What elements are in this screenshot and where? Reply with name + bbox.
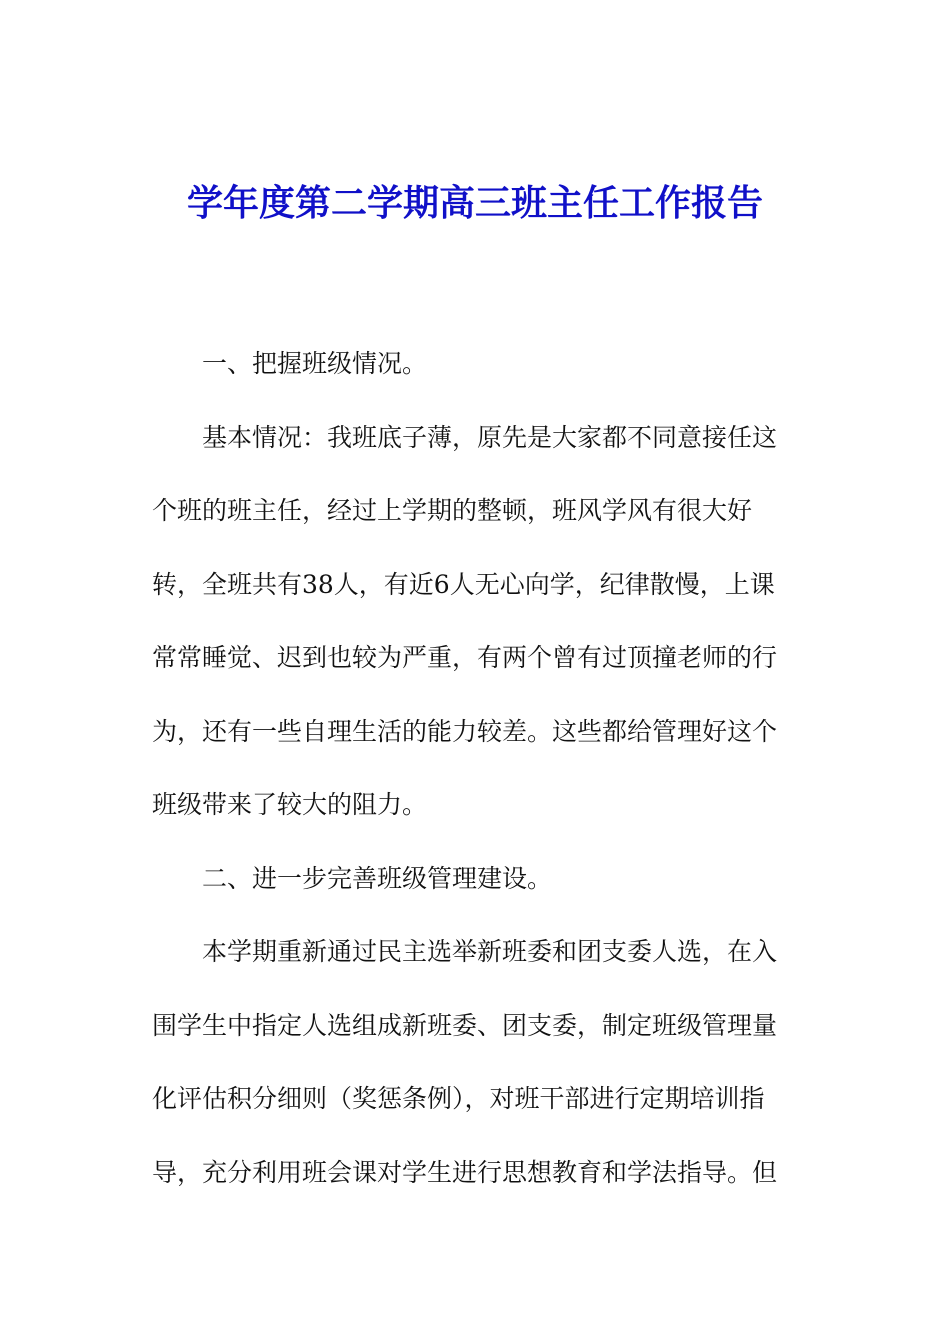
paragraph-line: 本学期重新通过民主选举新班委和团支委人选，在入	[202, 937, 778, 966]
paragraph-line: 为，还有一些自理生活的能力较差。这些都给管理好这个	[152, 716, 778, 746]
paragraph-line: 基本情况：我班底子薄，原先是大家都不同意接任这	[202, 422, 778, 452]
document-title: 学年度第二学期高三班主任工作报告	[186, 182, 763, 224]
paragraph-line: 化评估积分细则（奖惩条例），对班干部进行定期培训指	[152, 1084, 765, 1113]
paragraph-line: 常常睡觉、迟到也较为严重，有两个曾有过顶撞老师的行	[152, 643, 778, 672]
paragraph-line: 围学生中指定人选组成新班委、团支委，制定班级管理量	[152, 1010, 778, 1040]
section-heading-1: 一、把握班级情况。	[202, 349, 428, 378]
section-heading-2: 二、进一步完善班级管理建设。	[202, 863, 553, 893]
paragraph-line: 班级带来了较大的阻力。	[152, 790, 428, 819]
document-body	[152, 327, 802, 1209]
paragraph-line: 导，充分利用班会课对学生进行思想教育和学法指导。但	[152, 1157, 778, 1187]
paragraph-line: 个班的班主任，经过上学期的整顿，班风学风有很大好	[152, 496, 753, 525]
paragraph-line: 转，全班共有38人，有近6人无心向学，纪律散慢，上课	[152, 569, 775, 599]
